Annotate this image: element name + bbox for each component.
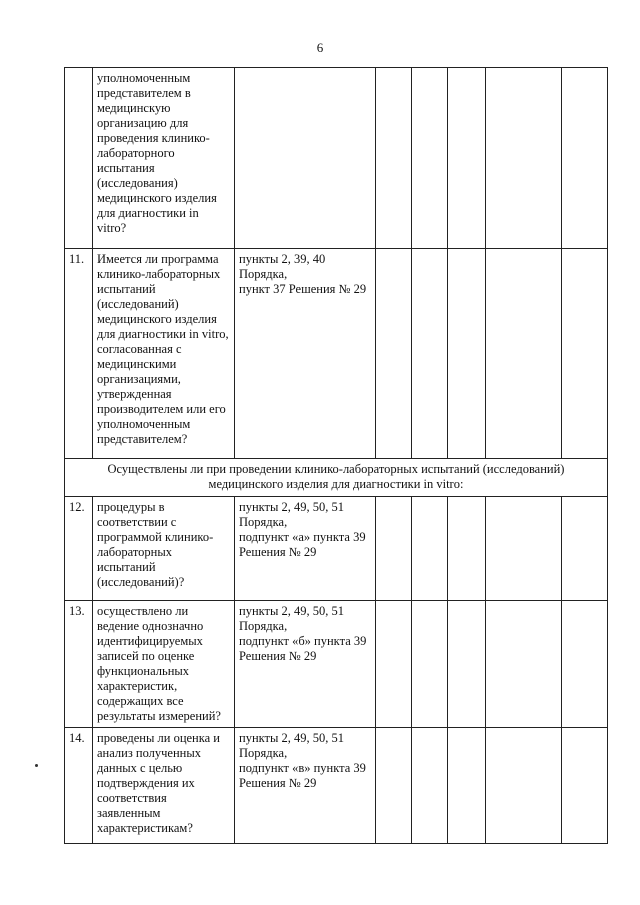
extra-cell[interactable] <box>562 497 608 601</box>
section-header: Осуществлены ли при проведении клинико-лабораторных испытаний (исследований) медицинского изделия для диагностики in vitro: <box>65 459 608 497</box>
answer-no-cell[interactable] <box>412 601 448 728</box>
extra-cell[interactable] <box>562 728 608 844</box>
extra-cell[interactable] <box>562 601 608 728</box>
row-number: 12. <box>65 497 93 601</box>
row-number: 11. <box>65 249 93 459</box>
reference-line: Порядка, <box>239 619 288 633</box>
reference-line: Порядка, <box>239 267 288 281</box>
reference-line: Решения № 29 <box>239 649 317 663</box>
reference-line: пункты 2, 49, 50, 51 <box>239 500 345 514</box>
question-text: уполномоченным представителем в медицинскую организацию для проведения клинико-лабораторного испытания (исследования) медицинского изделия для диагностики in vitro? <box>93 68 235 249</box>
extra-cell[interactable] <box>562 249 608 459</box>
question-text: Имеется ли программа клинико-лабораторных испытаний (исследований) медицинского изделия для диагностики in vitro, согласованная с медицинскими организациями, утвержденная производителем или его уполномоченным представителем? <box>93 249 235 459</box>
answer-yes-cell[interactable] <box>376 728 412 844</box>
reference-cell <box>235 728 376 844</box>
answer-no-cell[interactable] <box>412 728 448 844</box>
section-header-row <box>65 459 608 497</box>
scan-speck <box>35 764 38 767</box>
comment-cell[interactable] <box>486 68 562 249</box>
answer-na-cell[interactable] <box>448 497 486 601</box>
reference-line: пункт 37 Решения № 29 <box>239 282 367 296</box>
table-row <box>65 497 608 601</box>
question-text: проведены ли оценка и анализ полученных данных с целью подтверждения их соответствия заявленным характеристикам? <box>93 728 235 844</box>
question-text: осуществлено ли ведение однозначно идентифицируемых записей по оценке функциональных характеристик, содержащих все результаты измерений? <box>93 601 235 728</box>
answer-na-cell[interactable] <box>448 249 486 459</box>
comment-cell[interactable] <box>486 249 562 459</box>
row-number <box>65 68 93 249</box>
reference-cell <box>235 497 376 601</box>
answer-yes-cell[interactable] <box>376 497 412 601</box>
answer-no-cell[interactable] <box>412 497 448 601</box>
reference-line: Решения № 29 <box>239 776 317 790</box>
answer-no-cell[interactable] <box>412 68 448 249</box>
answer-yes-cell[interactable] <box>376 249 412 459</box>
answer-yes-cell[interactable] <box>376 68 412 249</box>
reference-line: Порядка, <box>239 746 288 760</box>
answer-na-cell[interactable] <box>448 68 486 249</box>
row-number: 14. <box>65 728 93 844</box>
answer-no-cell[interactable] <box>412 249 448 459</box>
comment-cell[interactable] <box>486 601 562 728</box>
reference-cell <box>235 68 376 249</box>
checklist-table <box>64 67 608 844</box>
reference-line: подпункт «б» пункта 39 <box>239 634 367 648</box>
table-row <box>65 249 608 459</box>
reference-line: пункты 2, 49, 50, 51 <box>239 604 345 618</box>
answer-yes-cell[interactable] <box>376 601 412 728</box>
answer-na-cell[interactable] <box>448 601 486 728</box>
table-row <box>65 601 608 728</box>
reference-line: пункты 2, 49, 50, 51 <box>239 731 345 745</box>
table-row <box>65 728 608 844</box>
reference-line: пункты 2, 39, 40 <box>239 252 326 266</box>
comment-cell[interactable] <box>486 497 562 601</box>
question-text: процедуры в соответствии с программой клинико-лабораторных испытаний (исследований)? <box>93 497 235 601</box>
comment-cell[interactable] <box>486 728 562 844</box>
reference-line: подпункт «а» пункта 39 <box>239 530 366 544</box>
extra-cell[interactable] <box>562 68 608 249</box>
reference-line: Решения № 29 <box>239 545 317 559</box>
reference-line: Порядка, <box>239 515 288 529</box>
reference-cell <box>235 601 376 728</box>
table-row <box>65 68 608 249</box>
row-number: 13. <box>65 601 93 728</box>
page-number: 6 <box>316 40 324 55</box>
reference-cell <box>235 249 376 459</box>
answer-na-cell[interactable] <box>448 728 486 844</box>
reference-line: подпункт «в» пункта 39 <box>239 761 366 775</box>
